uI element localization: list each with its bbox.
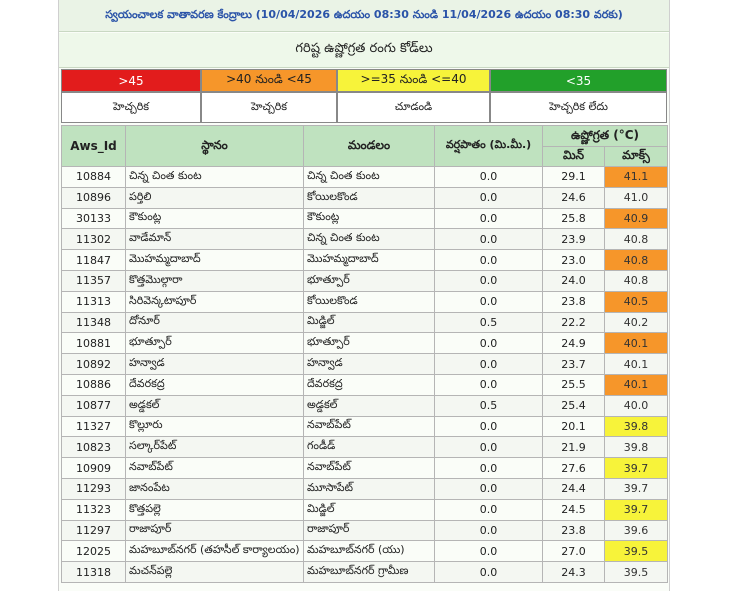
table-row [62, 458, 668, 479]
mandal-cell: అడ్డకల్ [304, 395, 435, 416]
aws-id-cell: 11357 [62, 270, 126, 291]
mandal-cell: హన్వాడ [304, 354, 435, 375]
mandal-cell: కోయిలకొండ [304, 187, 435, 208]
rainfall-cell: 0.0 [435, 374, 543, 395]
rainfall-cell: 0.5 [435, 395, 543, 416]
table-row [62, 541, 668, 562]
max-temp-cell: 40.9 [605, 208, 668, 229]
mandal-cell: గండీడ్ [304, 437, 435, 458]
table-row [62, 478, 668, 499]
place-cell: దోనూర్ [126, 312, 304, 333]
rainfall-cell: 0.0 [435, 562, 543, 583]
aws-id-cell: 10823 [62, 437, 126, 458]
table-row [62, 354, 668, 375]
aws-id-cell: 10909 [62, 458, 126, 479]
place-cell: చిన్న చింత కుంట [126, 167, 304, 188]
min-temp-cell: 24.9 [543, 333, 605, 354]
rainfall-cell: 0.0 [435, 437, 543, 458]
header-temperature: ఉష్ణోగ్రత (°C) [543, 126, 668, 147]
max-temp-cell: 39.5 [605, 562, 668, 583]
color-code-row [61, 69, 667, 92]
aws-id-cell: 11847 [62, 250, 126, 271]
max-temp-cell: 41.1 [605, 167, 668, 188]
report-panel [58, 0, 670, 591]
max-temp-cell: 40.8 [605, 250, 668, 271]
aws-id-cell: 11318 [62, 562, 126, 583]
rainfall-cell: 0.0 [435, 478, 543, 499]
mandal-cell: భూత్పూర్ [304, 270, 435, 291]
place-cell: దేవరకద్ర [126, 374, 304, 395]
table-row [62, 374, 668, 395]
code-orange: >40 నుండి <45 [201, 69, 337, 92]
max-temp-cell: 39.8 [605, 437, 668, 458]
place-cell: సిరివెన్కటాపూర్ [126, 291, 304, 312]
aws-id-cell: 30133 [62, 208, 126, 229]
place-cell: హన్వాడ [126, 354, 304, 375]
min-temp-cell: 23.7 [543, 354, 605, 375]
mandal-cell: నవాబ్‌పేట్ [304, 416, 435, 437]
aws-id-cell: 11293 [62, 478, 126, 499]
min-temp-cell: 25.4 [543, 395, 605, 416]
table-row [62, 312, 668, 333]
max-temp-cell: 40.8 [605, 229, 668, 250]
warning-yellow: చూడండి [337, 92, 490, 123]
min-temp-cell: 29.1 [543, 167, 605, 188]
table-row [62, 270, 668, 291]
mandal-cell: చిన్న చింత కుంట [304, 167, 435, 188]
min-temp-cell: 27.6 [543, 458, 605, 479]
aws-id-cell: 11313 [62, 291, 126, 312]
rainfall-cell: 0.0 [435, 333, 543, 354]
max-temp-cell: 39.5 [605, 541, 668, 562]
table-row [62, 562, 668, 583]
aws-id-cell: 10884 [62, 167, 126, 188]
header-max: మాక్స్ [605, 147, 668, 167]
max-temp-cell: 40.0 [605, 395, 668, 416]
rainfall-cell: 0.0 [435, 354, 543, 375]
place-cell: నవాబ్‌పేట్ [126, 458, 304, 479]
mandal-cell: మిడ్జిల్ [304, 312, 435, 333]
warning-orange: హెచ్చరిక [201, 92, 337, 123]
mandal-cell: నవాబ్‌పేట్ [304, 458, 435, 479]
warning-red: హెచ్చరిక [61, 92, 201, 123]
aws-id-cell: 11297 [62, 520, 126, 541]
weather-table [61, 125, 668, 583]
table-row [62, 291, 668, 312]
warning-row [61, 92, 667, 123]
mandal-cell: చిన్న చింత కుంట [304, 229, 435, 250]
header-min: మిన్ [543, 147, 605, 167]
page-title: స్వయంచాలక వాతావరణ కేంద్రాలు (10/04/2026 ఉదయం 08:30 నుండి 11/04/2026 ఉదయం 08:30 వరకు) [59, 0, 669, 32]
place-cell: అడ్డకల్ [126, 395, 304, 416]
table-row [62, 229, 668, 250]
table-row [62, 187, 668, 208]
place-cell: సల్కార్‌పేట్ [126, 437, 304, 458]
place-cell: వాడేమాన్ [126, 229, 304, 250]
table-row [62, 499, 668, 520]
rainfall-cell: 0.0 [435, 250, 543, 271]
table-row [62, 167, 668, 188]
place-cell: కొల్లూరు [126, 416, 304, 437]
table-row [62, 520, 668, 541]
table-row [62, 437, 668, 458]
aws-id-cell: 10877 [62, 395, 126, 416]
rainfall-cell: 0.0 [435, 458, 543, 479]
rainfall-cell: 0.5 [435, 312, 543, 333]
place-cell: జానంపేట [126, 478, 304, 499]
mandal-cell: మూసాపేట్ [304, 478, 435, 499]
min-temp-cell: 25.8 [543, 208, 605, 229]
table-row [62, 416, 668, 437]
code-red: >45 [61, 69, 201, 92]
header-aws-id: Aws_Id [62, 126, 126, 167]
max-temp-cell: 39.6 [605, 520, 668, 541]
legend-title: గరిష్ట ఉష్ణోగ్రత రంగు కోడ్‌లు [59, 33, 669, 68]
rainfall-cell: 0.0 [435, 541, 543, 562]
min-temp-cell: 24.5 [543, 499, 605, 520]
code-yellow: >=35 నుండి <=40 [337, 69, 490, 92]
mandal-cell: మహబూబ్‌నగర్ గ్రామీణ [304, 562, 435, 583]
mandal-cell: మిడ్జిల్ [304, 499, 435, 520]
aws-id-cell: 11323 [62, 499, 126, 520]
max-temp-cell: 40.1 [605, 374, 668, 395]
rainfall-cell: 0.0 [435, 229, 543, 250]
warning-green: హెచ్చరిక లేదు [490, 92, 667, 123]
aws-id-cell: 11302 [62, 229, 126, 250]
aws-id-cell: 12025 [62, 541, 126, 562]
aws-id-cell: 11348 [62, 312, 126, 333]
rainfall-cell: 0.0 [435, 187, 543, 208]
table-row [62, 333, 668, 354]
code-green: <35 [490, 69, 667, 92]
max-temp-cell: 39.7 [605, 499, 668, 520]
aws-id-cell: 11327 [62, 416, 126, 437]
min-temp-cell: 27.0 [543, 541, 605, 562]
table-row [62, 208, 668, 229]
min-temp-cell: 24.4 [543, 478, 605, 499]
place-cell: కొత్తమొల్గారా [126, 270, 304, 291]
place-cell: మొహమ్మదాబాద్ [126, 250, 304, 271]
mandal-cell: రాజాపూర్ [304, 520, 435, 541]
table-row [62, 395, 668, 416]
aws-id-cell: 10896 [62, 187, 126, 208]
header-place: స్థానం [126, 126, 304, 167]
rainfall-cell: 0.0 [435, 416, 543, 437]
place-cell: కౌకుంట్ల [126, 208, 304, 229]
mandal-cell: భూత్పూర్ [304, 333, 435, 354]
max-temp-cell: 40.1 [605, 354, 668, 375]
max-temp-cell: 41.0 [605, 187, 668, 208]
min-temp-cell: 23.8 [543, 520, 605, 541]
max-temp-cell: 40.8 [605, 270, 668, 291]
mandal-cell: మహబూబ్‌నగర్ (యు) [304, 541, 435, 562]
mandal-cell: కౌకుంట్ల [304, 208, 435, 229]
min-temp-cell: 23.0 [543, 250, 605, 271]
min-temp-cell: 22.2 [543, 312, 605, 333]
max-temp-cell: 39.7 [605, 458, 668, 479]
min-temp-cell: 21.9 [543, 437, 605, 458]
rainfall-cell: 0.0 [435, 520, 543, 541]
rainfall-cell: 0.0 [435, 270, 543, 291]
min-temp-cell: 23.9 [543, 229, 605, 250]
mandal-cell: దేవరకద్ర [304, 374, 435, 395]
max-temp-cell: 40.1 [605, 333, 668, 354]
header-rainfall: వర్షపాతం (మి.మీ.) [435, 126, 543, 167]
min-temp-cell: 20.1 [543, 416, 605, 437]
rainfall-cell: 0.0 [435, 291, 543, 312]
rainfall-cell: 0.0 [435, 167, 543, 188]
min-temp-cell: 24.3 [543, 562, 605, 583]
place-cell: భూత్పూర్ [126, 333, 304, 354]
min-temp-cell: 25.5 [543, 374, 605, 395]
aws-id-cell: 10892 [62, 354, 126, 375]
place-cell: మచన్‌పల్లె [126, 562, 304, 583]
max-temp-cell: 40.2 [605, 312, 668, 333]
place-cell: మహబూబ్‌నగర్ (తహసీల్ కార్యాలయం) [126, 541, 304, 562]
rainfall-cell: 0.0 [435, 499, 543, 520]
place-cell: కొత్తపల్లె [126, 499, 304, 520]
aws-id-cell: 10881 [62, 333, 126, 354]
place-cell: పర్తిలి [126, 187, 304, 208]
mandal-cell: మొహమ్మదాబాద్ [304, 250, 435, 271]
aws-id-cell: 10886 [62, 374, 126, 395]
place-cell: రాజాపూర్ [126, 520, 304, 541]
mandal-cell: కోయిలకొండ [304, 291, 435, 312]
min-temp-cell: 23.8 [543, 291, 605, 312]
header-mandal: మండలం [304, 126, 435, 167]
rainfall-cell: 0.0 [435, 208, 543, 229]
max-temp-cell: 39.8 [605, 416, 668, 437]
min-temp-cell: 24.6 [543, 187, 605, 208]
max-temp-cell: 39.7 [605, 478, 668, 499]
table-row [62, 250, 668, 271]
max-temp-cell: 40.5 [605, 291, 668, 312]
min-temp-cell: 24.0 [543, 270, 605, 291]
